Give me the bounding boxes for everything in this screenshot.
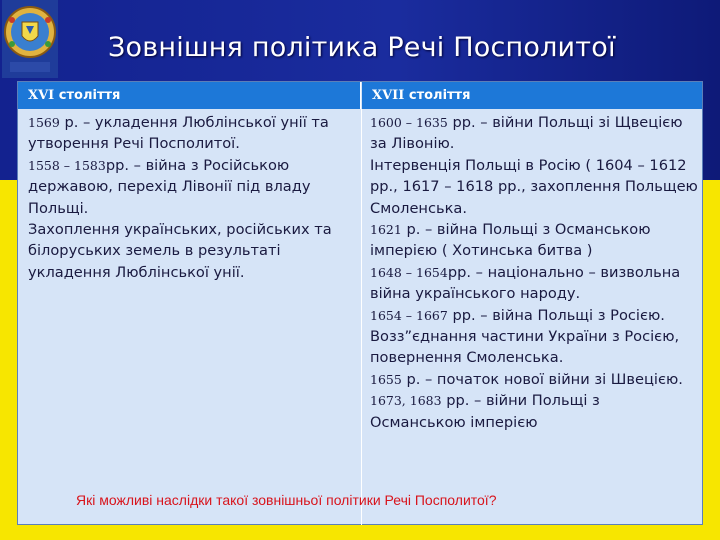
column-divider: [361, 109, 362, 525]
event-entry: [370, 369, 700, 390]
event-year: 1558 – 1583: [28, 157, 106, 173]
event-text: р. – укладення Люблінської унії та утворення Речі Посполитої.: [28, 114, 329, 153]
event-text: рр. – війна Польщі з Росією. Возз”єднання частини України з Росією, повернення Смоленська.: [370, 306, 680, 367]
slide-title: Зовнішня політика Речі Посполитої: [108, 32, 616, 63]
column-header-xvi: [18, 82, 361, 109]
event-year: 1673, 1683: [370, 393, 442, 409]
event-year: 1654 – 1667: [370, 307, 448, 323]
event-entry: [370, 155, 700, 219]
history-table: [17, 81, 703, 525]
event-text: Інтервенція Польщі в Росію ( 1604 – 1612 рр., 1617 – 1618 рр., захоплення Польщею Смоленська.: [370, 156, 698, 217]
event-entry: [370, 112, 700, 155]
event-text: рр. – національно – визвольна війна українського народу.: [370, 263, 681, 303]
header-century-number: XVII: [372, 88, 405, 103]
event-entry: [370, 262, 700, 305]
event-year: 1655: [370, 371, 402, 387]
event-entry: [28, 155, 358, 219]
header-century-number: XVI: [28, 88, 55, 103]
event-entry: [28, 112, 358, 155]
event-year: 1648 – 1654: [370, 264, 448, 280]
event-entry: [370, 305, 700, 369]
event-year: 1569: [28, 115, 60, 130]
event-entry: [28, 219, 358, 283]
cell-xvi-century: [28, 112, 358, 283]
event-entry: [370, 390, 700, 433]
event-entry: [370, 219, 700, 262]
coat-of-arms-icon: [2, 0, 58, 78]
event-year: 1600 – 1635: [370, 115, 448, 130]
header-century-word: століття: [404, 88, 471, 103]
event-text: Захоплення українських, російських та білоруських земель в результаті укладення Люблінської унії.: [28, 221, 332, 281]
event-text: р. – початок нової війни зі Швецією.: [401, 370, 683, 388]
discussion-question: Які можливі наслідки такої зовнішньої політики Речі Посполитої?: [76, 492, 497, 508]
event-text: рр. – війни Польщі зі Щвецією за Лівонію.: [370, 114, 683, 153]
event-text: р. – війна Польщі з Османською імперією ( Хотинська битва ): [370, 221, 651, 260]
cell-xvii-century: [370, 112, 700, 433]
column-header-xvii: [362, 82, 702, 109]
event-year: 1621: [370, 222, 402, 238]
event-text: рр. – війни Польщі з Османською імперією: [370, 392, 600, 431]
event-text: рр. – війна з Російською державою, перехід Лівонії під владу Польщі.: [28, 156, 311, 217]
header-century-word: століття: [54, 88, 121, 103]
